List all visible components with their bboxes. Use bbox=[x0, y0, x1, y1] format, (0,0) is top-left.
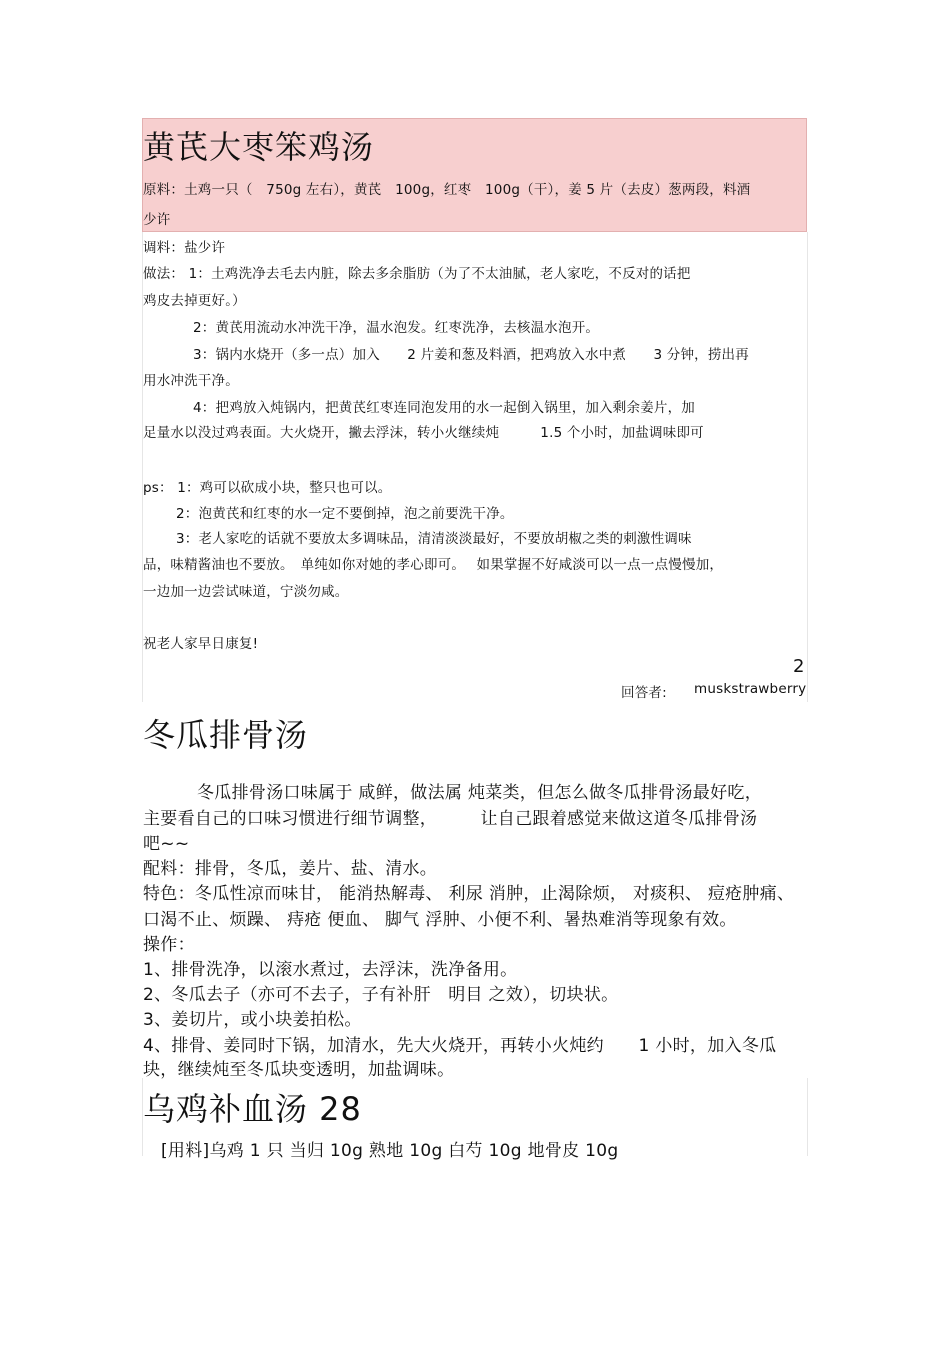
recipe1-step4-line1: 4：把鸡放入炖锅内，把黄芪红枣连同泡发用的水一起倒入锅里，加入剩余姜片，加 bbox=[193, 400, 695, 416]
recipe2-op4-line1: 4、排骨、姜同时下锅，加清水，先大火烧开，再转小火炖约 1 小时，加入冬瓜 bbox=[143, 1036, 777, 1056]
recipe2-op4-line2: 块，继续炖至冬瓜块变透明，加盐调味。 bbox=[143, 1060, 455, 1080]
recipe2-feature-line1: 特色：冬瓜性凉而味甘， 能消热解毒、 利尿 消肿，止渴除烦， 对痰积、 痘疮肿痛、 bbox=[143, 884, 795, 904]
recipe1-step4-line2: 足量水以没过鸡表面。大火烧开，撇去浮沫，转小火继续炖 1.5 个小时，加盐调味即可 bbox=[143, 425, 704, 441]
recipe2-title: 冬瓜排骨汤 bbox=[143, 716, 309, 754]
recipe3-ingredients: [用料]乌鸡 1 只 当归 10g 熟地 10g 白芍 10g 地骨皮 10g bbox=[161, 1141, 619, 1161]
recipe1-method-line1: 做法： 1：土鸡洗净去毛去内脏，除去多余脂肪（为了不太油腻，老人家吃，不反对的话把 bbox=[143, 266, 691, 282]
recipe2-intro-line1: 冬瓜排骨汤口味属于 咸鲜，做法属 炖菜类，但怎么做冬瓜排骨汤最好吃， bbox=[197, 783, 763, 803]
recipe2-feature-line2: 口渴不止、烦躁、 痔疮 便血、 脚气 浮肿、小便不利、暑热难消等现象有效。 bbox=[143, 910, 737, 930]
recipe1-title: 黄芪大枣笨鸡汤 bbox=[143, 128, 375, 166]
recipe2-op3: 3、姜切片，或小块姜拍松。 bbox=[143, 1010, 362, 1030]
recipe1-ingredients-line2: 少许 bbox=[143, 212, 171, 228]
recipe1-step3-line1: 3：锅内水烧开（多一点）加入 2 片姜和葱及料酒，把鸡放入水中煮 3 分钟，捞出再 bbox=[193, 347, 749, 363]
recipe1-right-border bbox=[807, 232, 808, 702]
recipe3-right-border bbox=[807, 1078, 808, 1156]
recipe2-ingredients: 配料：排骨，冬瓜，姜片、盐、清水。 bbox=[143, 859, 438, 879]
recipe1-ps3-line1: 3：老人家吃的话就不要放太多调味品，清清淡淡最好，不要放胡椒之类的刺激性调味 bbox=[176, 531, 692, 547]
recipe3-title: 乌鸡补血汤 28 bbox=[143, 1090, 362, 1128]
recipe1-ingredients-line1: 原料：土鸡一只（ 750g 左右），黄芪 100g，红枣 100g（干），姜 5 片（去皮）葱两段，料酒 bbox=[143, 182, 751, 198]
recipe1-seasoning: 调料：盐少许 bbox=[143, 240, 226, 256]
recipe1-ps3-line2: 品，味精酱油也不要放。 单纯如你对她的孝心即可。 如果掌握不好咸淡可以一点一点慢慢加， bbox=[143, 557, 724, 573]
recipe2-intro-line2: 主要看自己的口味习惯进行细节调整， 让自己跟着感觉来做这道冬瓜排骨汤 bbox=[143, 809, 758, 829]
recipe2-op1: 1、排骨洗净，以滚水煮过，去浮沫，洗净备用。 bbox=[143, 960, 518, 980]
answerer-label: 回答者: bbox=[621, 685, 667, 701]
answer-count: 2 bbox=[793, 656, 805, 677]
recipe1-ps3-line3: 一边加一边尝试味道，宁淡勿咸。 bbox=[143, 584, 349, 600]
recipe2-op2: 2、冬瓜去子（亦可不去子，子有补肝 明目 之效），切块状。 bbox=[143, 985, 619, 1005]
recipe2-ops-label: 操作： bbox=[143, 935, 195, 955]
recipe2-intro-line3: 吧~~ bbox=[143, 834, 190, 854]
recipe1-step2: 2：黄芪用流动水冲洗干净，温水泡发。红枣洗净，去核温水泡开。 bbox=[193, 320, 600, 336]
recipe1-method-line2: 鸡皮去掉更好。） bbox=[143, 293, 246, 309]
recipe1-ps2: 2：泡黄芪和红枣的水一定不要倒掉，泡之前要洗干净。 bbox=[176, 506, 514, 522]
recipe1-ps1: ps： 1：鸡可以砍成小块，整只也可以。 bbox=[143, 480, 392, 496]
answerer-name: muskstrawberry bbox=[694, 681, 807, 697]
recipe1-wish: 祝老人家早日康复! bbox=[143, 636, 259, 652]
recipe1-step3-line2: 用水冲洗干净。 bbox=[143, 373, 239, 389]
